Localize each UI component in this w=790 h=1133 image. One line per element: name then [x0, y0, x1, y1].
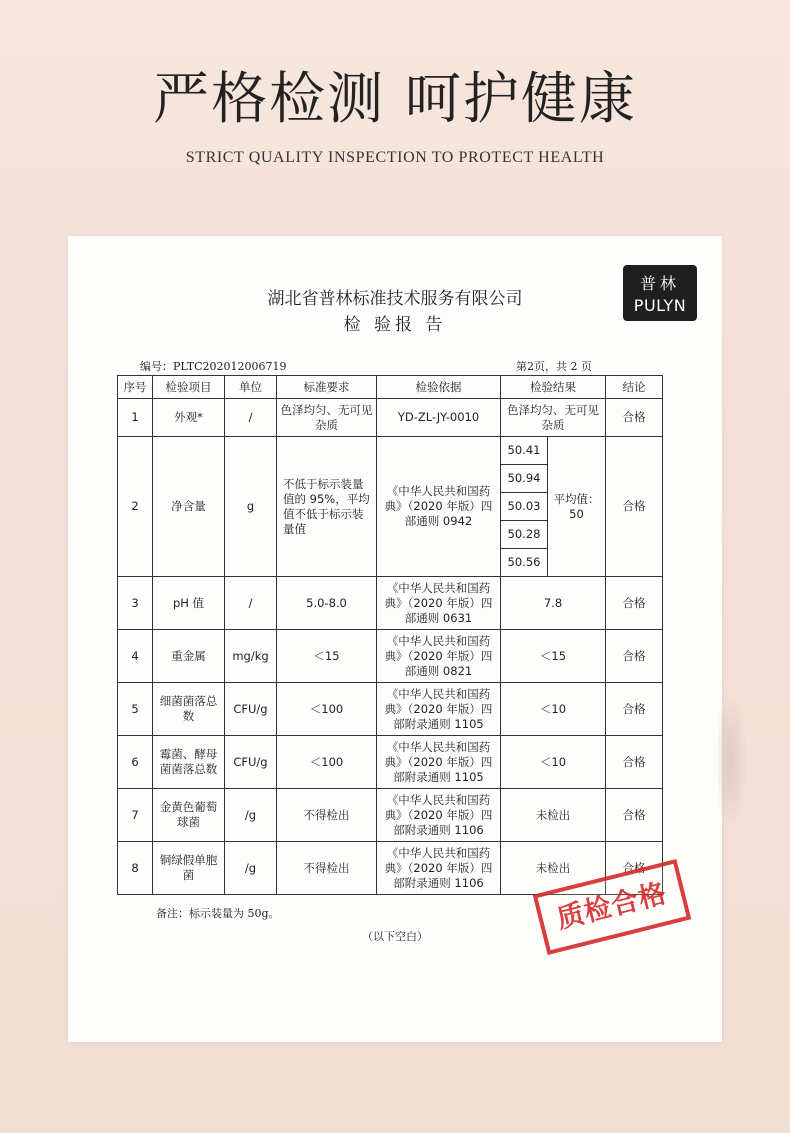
cell-result: 未检出 [501, 789, 606, 842]
cell-standard: 5.0-8.0 [277, 577, 377, 630]
blank-marker: （以下空白） [362, 930, 428, 943]
cell-basis: 《中华人民共和国药典》（2020 年版）四部附录通则 1106 [377, 842, 501, 895]
cell-standard: 不得检出 [277, 789, 377, 842]
cell-conclusion: 合格 [606, 789, 663, 842]
header-cell: 结论 [606, 376, 663, 399]
cell-conclusion: 合格 [606, 630, 663, 683]
cell-no: 5 [118, 683, 153, 736]
table-row [118, 736, 663, 789]
cell-result: 7.8 [501, 577, 606, 630]
cell-unit: CFU/g [225, 736, 277, 789]
table-row [118, 630, 663, 683]
table-row [118, 577, 663, 630]
hero-subtitle: STRICT QUALITY INSPECTION TO PROTECT HEALTH [185, 149, 605, 166]
cell-standard: 不低于标示装量值的 95%，平均值不低于标示装量值 [277, 437, 377, 577]
report-note: 备注：标示装量为 50g。 [156, 907, 280, 920]
table-row [118, 399, 663, 437]
cell-standard: ＜100 [277, 736, 377, 789]
cell-conclusion: 合格 [606, 842, 663, 895]
cell-item: 净含量 [153, 437, 225, 577]
cell-result: ＜10 [501, 683, 606, 736]
cell-basis: 《中华人民共和国药典》（2020 年版）四部通则 0942 [377, 437, 501, 577]
cell-result: ＜15 [501, 630, 606, 683]
cell-unit: g [225, 437, 277, 577]
cell-unit: mg/kg [225, 630, 277, 683]
cell-unit: CFU/g [225, 683, 277, 736]
company-name: 湖北省普林标准技术服务有限公司 [267, 289, 523, 309]
cell-value: 50.41 [501, 437, 548, 465]
page-indicator: 第2页，共 2 页 [516, 360, 592, 373]
cell-item: 重金属 [153, 630, 225, 683]
cell-unit: /g [225, 842, 277, 895]
hero-title: 严格检测 呵护健康 [153, 67, 637, 132]
report-paper [68, 236, 722, 1042]
table-header-row [118, 376, 663, 399]
report-title: 检 验报 告 [343, 315, 447, 335]
cell-value: 50.28 [501, 521, 548, 549]
header-cell: 检验结果 [501, 376, 606, 399]
table-row [118, 437, 663, 465]
cell-no: 4 [118, 630, 153, 683]
report-number: 编号：PLTC202012006719 [140, 360, 287, 373]
edge-decoration [718, 690, 748, 830]
cell-standard: ＜15 [277, 630, 377, 683]
cell-item: 细菌菌落总数 [153, 683, 225, 736]
cell-standard: 不得检出 [277, 842, 377, 895]
cell-conclusion: 合格 [606, 399, 663, 437]
cell-conclusion: 合格 [606, 736, 663, 789]
cell-basis: 《中华人民共和国药典》（2020 年版）四部附录通则 1105 [377, 683, 501, 736]
cell-basis: 《中华人民共和国药典》（2020 年版）四部附录通则 1106 [377, 789, 501, 842]
cell-conclusion: 合格 [606, 577, 663, 630]
cell-value: 50.03 [501, 493, 548, 521]
inspection-table [117, 375, 663, 895]
cell-no: 2 [118, 437, 153, 577]
cell-unit: / [225, 399, 277, 437]
cell-item: 霉菌、酵母菌菌落总数 [153, 736, 225, 789]
cell-no: 1 [118, 399, 153, 437]
cell-conclusion: 合格 [606, 437, 663, 577]
brand-logo-cn: 普林 [639, 274, 680, 293]
cell-value: 50.56 [501, 549, 548, 577]
cell-average: 平均值：50 [548, 437, 606, 577]
cell-result: ＜10 [501, 736, 606, 789]
header-cell: 检验依据 [377, 376, 501, 399]
cell-no: 6 [118, 736, 153, 789]
cell-item: 铜绿假单胞菌 [153, 842, 225, 895]
cell-result: 未检出 [501, 842, 606, 895]
cell-no: 3 [118, 577, 153, 630]
table-row [118, 789, 663, 842]
header-cell: 标准要求 [277, 376, 377, 399]
table-row [118, 683, 663, 736]
cell-standard: 色泽均匀、无可见杂质 [277, 399, 377, 437]
brand-logo-en: PULYN [633, 296, 687, 315]
cell-no: 7 [118, 789, 153, 842]
cell-result: 色泽均匀、无可见杂质 [501, 399, 606, 437]
cell-standard: ＜100 [277, 683, 377, 736]
cell-item: pH 值 [153, 577, 225, 630]
cell-conclusion: 合格 [606, 683, 663, 736]
cell-basis: 《中华人民共和国药典》（2020 年版）四部通则 0631 [377, 577, 501, 630]
cell-no: 8 [118, 842, 153, 895]
header-cell: 检验项目 [153, 376, 225, 399]
cell-basis: 《中华人民共和国药典》（2020 年版）四部通则 0821 [377, 630, 501, 683]
cell-item: 金黄色葡萄球菌 [153, 789, 225, 842]
cell-item: 外观* [153, 399, 225, 437]
cell-value: 50.94 [501, 465, 548, 493]
cell-basis: 《中华人民共和国药典》（2020 年版）四部附录通则 1105 [377, 736, 501, 789]
cell-unit: / [225, 577, 277, 630]
cell-unit: /g [225, 789, 277, 842]
header-cell: 单位 [225, 376, 277, 399]
cell-basis: YD-ZL-JY-0010 [377, 399, 501, 437]
header-cell: 序号 [118, 376, 153, 399]
quality-stamp: 质检合格 [533, 859, 692, 955]
